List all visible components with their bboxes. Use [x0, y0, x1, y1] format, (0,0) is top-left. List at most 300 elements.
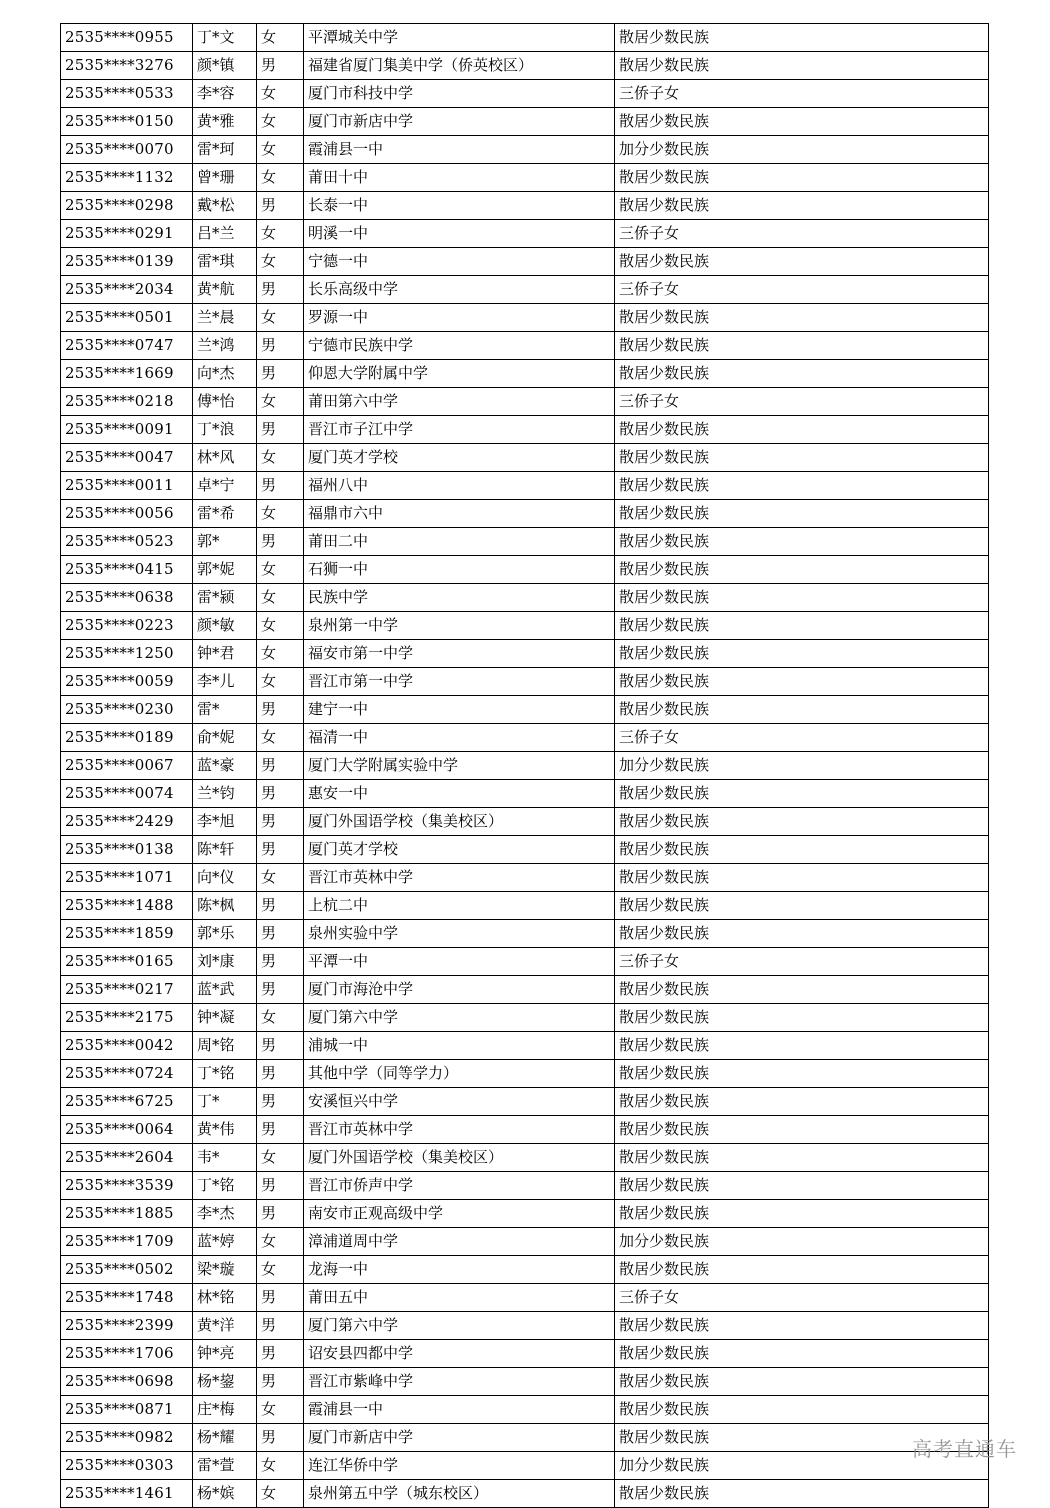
name-cell: 钟*亮 — [193, 1340, 257, 1368]
school-cell: 厦门第六中学 — [304, 1312, 615, 1340]
table-row — [61, 1172, 989, 1200]
exam-id-cell: 2535****1488 — [61, 892, 193, 920]
gender-cell: 男 — [257, 892, 304, 920]
name-cell: 颜*镇 — [193, 52, 257, 80]
exam-id-cell: 2535****1071 — [61, 864, 193, 892]
exam-id-cell: 2535****0139 — [61, 248, 193, 276]
category-cell: 散居少数民族 — [615, 1032, 989, 1060]
gender-cell: 女 — [257, 220, 304, 248]
exam-id-cell: 2535****0218 — [61, 388, 193, 416]
table-row — [61, 1004, 989, 1032]
gender-cell: 男 — [257, 1172, 304, 1200]
name-cell: 李*容 — [193, 80, 257, 108]
category-cell: 散居少数民族 — [615, 192, 989, 220]
name-cell: 丁*铭 — [193, 1172, 257, 1200]
gender-cell: 女 — [257, 304, 304, 332]
table-row — [61, 836, 989, 864]
gender-cell: 女 — [257, 640, 304, 668]
school-cell: 南安市正观高级中学 — [304, 1200, 615, 1228]
name-cell: 雷*珂 — [193, 136, 257, 164]
table-row — [61, 1312, 989, 1340]
name-cell: 颜*敏 — [193, 612, 257, 640]
exam-id-cell: 2535****0189 — [61, 724, 193, 752]
school-cell: 民族中学 — [304, 584, 615, 612]
category-cell: 散居少数民族 — [615, 1256, 989, 1284]
table-row — [61, 360, 989, 388]
gender-cell: 女 — [257, 1452, 304, 1480]
category-cell: 加分少数民族 — [615, 752, 989, 780]
name-cell: 杨*嫔 — [193, 1480, 257, 1508]
gender-cell: 女 — [257, 724, 304, 752]
table-row — [61, 248, 989, 276]
name-cell: 丁*铭 — [193, 1060, 257, 1088]
name-cell: 曾*珊 — [193, 164, 257, 192]
table-row — [61, 780, 989, 808]
exam-id-cell: 2535****3539 — [61, 1172, 193, 1200]
category-cell: 散居少数民族 — [615, 472, 989, 500]
school-cell: 建宁一中 — [304, 696, 615, 724]
exam-id-cell: 2535****2429 — [61, 808, 193, 836]
school-cell: 晋江市英林中学 — [304, 864, 615, 892]
category-cell: 散居少数民族 — [615, 1060, 989, 1088]
exam-id-cell: 2535****0011 — [61, 472, 193, 500]
category-cell: 散居少数民族 — [615, 584, 989, 612]
table-row — [61, 1032, 989, 1060]
gender-cell: 女 — [257, 500, 304, 528]
category-cell: 散居少数民族 — [615, 108, 989, 136]
school-cell: 晋江市侨声中学 — [304, 1172, 615, 1200]
name-cell: 兰*晨 — [193, 304, 257, 332]
school-cell: 其他中学（同等学力） — [304, 1060, 615, 1088]
school-cell: 石狮一中 — [304, 556, 615, 584]
gender-cell: 男 — [257, 1312, 304, 1340]
name-cell: 郭* — [193, 528, 257, 556]
name-cell: 郭*乐 — [193, 920, 257, 948]
gender-cell: 男 — [257, 1284, 304, 1312]
category-cell: 散居少数民族 — [615, 1480, 989, 1508]
name-cell: 杨*鋆 — [193, 1368, 257, 1396]
category-cell: 散居少数民族 — [615, 668, 989, 696]
table-body — [61, 24, 989, 1508]
school-cell: 泉州第一中学 — [304, 612, 615, 640]
category-cell: 散居少数民族 — [615, 808, 989, 836]
school-cell: 福清一中 — [304, 724, 615, 752]
name-cell: 庄*梅 — [193, 1396, 257, 1424]
school-cell: 龙海一中 — [304, 1256, 615, 1284]
table-row — [61, 164, 989, 192]
table-row — [61, 1452, 989, 1480]
name-cell: 林*铭 — [193, 1284, 257, 1312]
exam-id-cell: 2535****0291 — [61, 220, 193, 248]
school-cell: 上杭二中 — [304, 892, 615, 920]
category-cell: 三侨子女 — [615, 948, 989, 976]
category-cell: 散居少数民族 — [615, 416, 989, 444]
table-row — [61, 976, 989, 1004]
category-cell: 三侨子女 — [615, 80, 989, 108]
gender-cell: 男 — [257, 976, 304, 1004]
category-cell: 散居少数民族 — [615, 1396, 989, 1424]
school-cell: 明溪一中 — [304, 220, 615, 248]
table-row — [61, 80, 989, 108]
name-cell: 雷*琪 — [193, 248, 257, 276]
gender-cell: 男 — [257, 416, 304, 444]
exam-id-cell: 2535****0138 — [61, 836, 193, 864]
school-cell: 晋江市英林中学 — [304, 1116, 615, 1144]
name-cell: 杨*耀 — [193, 1424, 257, 1452]
school-cell: 福建省厦门集美中学（侨英校区） — [304, 52, 615, 80]
exam-id-cell: 2535****0067 — [61, 752, 193, 780]
gender-cell: 男 — [257, 808, 304, 836]
gender-cell: 男 — [257, 528, 304, 556]
gender-cell: 男 — [257, 1116, 304, 1144]
table-row — [61, 948, 989, 976]
school-cell: 福鼎市六中 — [304, 500, 615, 528]
school-cell: 惠安一中 — [304, 780, 615, 808]
gender-cell: 女 — [257, 1480, 304, 1508]
gender-cell: 女 — [257, 1396, 304, 1424]
gender-cell: 女 — [257, 24, 304, 52]
table-row — [61, 808, 989, 836]
gender-cell: 男 — [257, 472, 304, 500]
table-row — [61, 1060, 989, 1088]
table-row — [61, 920, 989, 948]
category-cell: 三侨子女 — [615, 724, 989, 752]
school-cell: 长乐高级中学 — [304, 276, 615, 304]
name-cell: 雷*希 — [193, 500, 257, 528]
category-cell: 散居少数民族 — [615, 836, 989, 864]
exam-id-cell: 2535****0064 — [61, 1116, 193, 1144]
school-cell: 宁德一中 — [304, 248, 615, 276]
exam-id-cell: 2535****2604 — [61, 1144, 193, 1172]
category-cell: 散居少数民族 — [615, 1172, 989, 1200]
category-cell: 散居少数民族 — [615, 1200, 989, 1228]
school-cell: 厦门外国语学校（集美校区） — [304, 1144, 615, 1172]
category-cell: 加分少数民族 — [615, 1452, 989, 1480]
table-row — [61, 864, 989, 892]
table-row — [61, 892, 989, 920]
table-row — [61, 1368, 989, 1396]
gender-cell: 女 — [257, 668, 304, 696]
name-cell: 李*儿 — [193, 668, 257, 696]
category-cell: 散居少数民族 — [615, 24, 989, 52]
gender-cell: 女 — [257, 108, 304, 136]
exam-id-cell: 2535****1709 — [61, 1228, 193, 1256]
gender-cell: 女 — [257, 556, 304, 584]
name-cell: 黄*洋 — [193, 1312, 257, 1340]
table-row — [61, 724, 989, 752]
category-cell: 散居少数民族 — [615, 304, 989, 332]
exam-id-cell: 2535****0165 — [61, 948, 193, 976]
table-row — [61, 640, 989, 668]
name-cell: 陈*轩 — [193, 836, 257, 864]
name-cell: 郭*妮 — [193, 556, 257, 584]
school-cell: 连江华侨中学 — [304, 1452, 615, 1480]
gender-cell: 男 — [257, 332, 304, 360]
exam-id-cell: 2535****0501 — [61, 304, 193, 332]
gender-cell: 男 — [257, 192, 304, 220]
category-cell: 散居少数民族 — [615, 332, 989, 360]
gender-cell: 男 — [257, 780, 304, 808]
school-cell: 莆田十中 — [304, 164, 615, 192]
gender-cell: 男 — [257, 1424, 304, 1452]
exam-id-cell: 2535****2175 — [61, 1004, 193, 1032]
exam-id-cell: 2535****0230 — [61, 696, 193, 724]
exam-id-cell: 2535****0070 — [61, 136, 193, 164]
exam-id-cell: 2535****0223 — [61, 612, 193, 640]
school-cell: 平潭城关中学 — [304, 24, 615, 52]
gender-cell: 男 — [257, 1032, 304, 1060]
gender-cell: 女 — [257, 388, 304, 416]
category-cell: 散居少数民族 — [615, 780, 989, 808]
gender-cell: 女 — [257, 864, 304, 892]
category-cell: 三侨子女 — [615, 1284, 989, 1312]
school-cell: 泉州第五中学（城东校区） — [304, 1480, 615, 1508]
school-cell: 罗源一中 — [304, 304, 615, 332]
school-cell: 厦门市海沧中学 — [304, 976, 615, 1004]
name-cell: 蓝*豪 — [193, 752, 257, 780]
table-row — [61, 612, 989, 640]
gender-cell: 女 — [257, 1004, 304, 1032]
school-cell: 厦门大学附属实验中学 — [304, 752, 615, 780]
school-cell: 仰恩大学附属中学 — [304, 360, 615, 388]
table-row — [61, 1480, 989, 1508]
exam-id-cell: 2535****0074 — [61, 780, 193, 808]
exam-id-cell: 2535****0982 — [61, 1424, 193, 1452]
exam-id-cell: 2535****0150 — [61, 108, 193, 136]
name-cell: 钟*凝 — [193, 1004, 257, 1032]
exam-id-cell: 2535****0533 — [61, 80, 193, 108]
gender-cell: 男 — [257, 696, 304, 724]
category-cell: 散居少数民族 — [615, 1424, 989, 1452]
table-row — [61, 1228, 989, 1256]
category-cell: 加分少数民族 — [615, 1228, 989, 1256]
exam-id-cell: 2535****1250 — [61, 640, 193, 668]
category-cell: 散居少数民族 — [615, 1368, 989, 1396]
student-list-table — [60, 23, 989, 1508]
school-cell: 漳浦道周中学 — [304, 1228, 615, 1256]
school-cell: 厦门市科技中学 — [304, 80, 615, 108]
school-cell: 厦门英才学校 — [304, 444, 615, 472]
exam-id-cell: 2535****0059 — [61, 668, 193, 696]
exam-id-cell: 2535****1461 — [61, 1480, 193, 1508]
name-cell: 蓝*武 — [193, 976, 257, 1004]
category-cell: 散居少数民族 — [615, 892, 989, 920]
school-cell: 莆田五中 — [304, 1284, 615, 1312]
table-row — [61, 136, 989, 164]
gender-cell: 女 — [257, 1144, 304, 1172]
table-row — [61, 52, 989, 80]
gender-cell: 女 — [257, 1228, 304, 1256]
name-cell: 梁*璇 — [193, 1256, 257, 1284]
exam-id-cell: 2535****0871 — [61, 1396, 193, 1424]
gender-cell: 男 — [257, 1200, 304, 1228]
category-cell: 散居少数民族 — [615, 52, 989, 80]
gender-cell: 男 — [257, 1368, 304, 1396]
gender-cell: 男 — [257, 920, 304, 948]
table-row — [61, 444, 989, 472]
gender-cell: 男 — [257, 1340, 304, 1368]
category-cell: 散居少数民族 — [615, 1004, 989, 1032]
table-row — [61, 500, 989, 528]
category-cell: 散居少数民族 — [615, 1340, 989, 1368]
exam-id-cell: 2535****0056 — [61, 500, 193, 528]
gender-cell: 女 — [257, 584, 304, 612]
name-cell: 傅*怡 — [193, 388, 257, 416]
school-cell: 厦门市新店中学 — [304, 108, 615, 136]
category-cell: 散居少数民族 — [615, 248, 989, 276]
table-row — [61, 1340, 989, 1368]
table-row — [61, 528, 989, 556]
school-cell: 福安市第一中学 — [304, 640, 615, 668]
exam-id-cell: 2535****0724 — [61, 1060, 193, 1088]
gender-cell: 男 — [257, 1060, 304, 1088]
school-cell: 厦门英才学校 — [304, 836, 615, 864]
name-cell: 陈*枫 — [193, 892, 257, 920]
gender-cell: 女 — [257, 1256, 304, 1284]
school-cell: 泉州实验中学 — [304, 920, 615, 948]
name-cell: 丁* — [193, 1088, 257, 1116]
table-row — [61, 388, 989, 416]
name-cell: 雷*颍 — [193, 584, 257, 612]
table-row — [61, 1088, 989, 1116]
category-cell: 散居少数民族 — [615, 556, 989, 584]
category-cell: 三侨子女 — [615, 276, 989, 304]
exam-id-cell: 2535****6725 — [61, 1088, 193, 1116]
name-cell: 韦* — [193, 1144, 257, 1172]
gender-cell: 女 — [257, 136, 304, 164]
category-cell: 散居少数民族 — [615, 1144, 989, 1172]
table-row — [61, 276, 989, 304]
exam-id-cell: 2535****0042 — [61, 1032, 193, 1060]
name-cell: 兰*鸿 — [193, 332, 257, 360]
exam-id-cell: 2535****0698 — [61, 1368, 193, 1396]
exam-id-cell: 2535****0955 — [61, 24, 193, 52]
watermark-text: 高考直通车 — [912, 1437, 1017, 1461]
exam-id-cell: 2535****2399 — [61, 1312, 193, 1340]
gender-cell: 女 — [257, 248, 304, 276]
name-cell: 周*铭 — [193, 1032, 257, 1060]
table-row — [61, 192, 989, 220]
category-cell: 散居少数民族 — [615, 1116, 989, 1144]
table-row — [61, 1200, 989, 1228]
name-cell: 俞*妮 — [193, 724, 257, 752]
gender-cell: 男 — [257, 948, 304, 976]
table-row — [61, 332, 989, 360]
gender-cell: 男 — [257, 360, 304, 388]
exam-id-cell: 2535****1706 — [61, 1340, 193, 1368]
gender-cell: 男 — [257, 276, 304, 304]
gender-cell: 男 — [257, 752, 304, 780]
name-cell: 戴*松 — [193, 192, 257, 220]
exam-id-cell: 2535****0217 — [61, 976, 193, 1004]
school-cell: 福州八中 — [304, 472, 615, 500]
category-cell: 散居少数民族 — [615, 696, 989, 724]
school-cell: 平潭一中 — [304, 948, 615, 976]
table-row — [61, 304, 989, 332]
category-cell: 散居少数民族 — [615, 612, 989, 640]
exam-id-cell: 2535****0523 — [61, 528, 193, 556]
school-cell: 晋江市紫峰中学 — [304, 1368, 615, 1396]
table-row — [61, 1144, 989, 1172]
category-cell: 加分少数民族 — [615, 136, 989, 164]
gender-cell: 女 — [257, 612, 304, 640]
school-cell: 霞浦县一中 — [304, 136, 615, 164]
name-cell: 蓝*婷 — [193, 1228, 257, 1256]
exam-id-cell: 2535****1748 — [61, 1284, 193, 1312]
category-cell: 散居少数民族 — [615, 640, 989, 668]
school-cell: 厦门第六中学 — [304, 1004, 615, 1032]
exam-id-cell: 2535****1859 — [61, 920, 193, 948]
name-cell: 卓*宁 — [193, 472, 257, 500]
gender-cell: 男 — [257, 1088, 304, 1116]
table-row — [61, 472, 989, 500]
school-cell: 霞浦县一中 — [304, 1396, 615, 1424]
table-row — [61, 1424, 989, 1452]
name-cell: 吕*兰 — [193, 220, 257, 248]
school-cell: 晋江市第一中学 — [304, 668, 615, 696]
category-cell: 散居少数民族 — [615, 500, 989, 528]
table-row — [61, 24, 989, 52]
name-cell: 李*杰 — [193, 1200, 257, 1228]
school-cell: 安溪恒兴中学 — [304, 1088, 615, 1116]
gender-cell: 女 — [257, 444, 304, 472]
name-cell: 黄*雅 — [193, 108, 257, 136]
category-cell: 三侨子女 — [615, 388, 989, 416]
table-row — [61, 1116, 989, 1144]
category-cell: 散居少数民族 — [615, 1312, 989, 1340]
category-cell: 散居少数民族 — [615, 528, 989, 556]
school-cell: 厦门外国语学校（集美校区） — [304, 808, 615, 836]
gender-cell: 男 — [257, 836, 304, 864]
school-cell: 宁德市民族中学 — [304, 332, 615, 360]
name-cell: 李*旭 — [193, 808, 257, 836]
exam-id-cell: 2535****0303 — [61, 1452, 193, 1480]
name-cell: 兰*钧 — [193, 780, 257, 808]
name-cell: 黄*航 — [193, 276, 257, 304]
exam-id-cell: 2535****0091 — [61, 416, 193, 444]
exam-id-cell: 2535****1669 — [61, 360, 193, 388]
category-cell: 散居少数民族 — [615, 444, 989, 472]
exam-id-cell: 2535****0502 — [61, 1256, 193, 1284]
exam-id-cell: 2535****0047 — [61, 444, 193, 472]
category-cell: 散居少数民族 — [615, 1088, 989, 1116]
table-row — [61, 416, 989, 444]
exam-id-cell: 2535****1885 — [61, 1200, 193, 1228]
name-cell: 雷*萱 — [193, 1452, 257, 1480]
name-cell: 向*杰 — [193, 360, 257, 388]
name-cell: 刘*康 — [193, 948, 257, 976]
exam-id-cell: 2535****3276 — [61, 52, 193, 80]
table-row — [61, 584, 989, 612]
exam-id-cell: 2535****0298 — [61, 192, 193, 220]
gender-cell: 女 — [257, 164, 304, 192]
school-cell: 诏安县四都中学 — [304, 1340, 615, 1368]
name-cell: 丁*文 — [193, 24, 257, 52]
category-cell: 散居少数民族 — [615, 864, 989, 892]
category-cell: 三侨子女 — [615, 220, 989, 248]
table-row — [61, 1284, 989, 1312]
name-cell: 丁*浪 — [193, 416, 257, 444]
table-row — [61, 696, 989, 724]
category-cell: 散居少数民族 — [615, 360, 989, 388]
exam-id-cell: 2535****0747 — [61, 332, 193, 360]
category-cell: 散居少数民族 — [615, 164, 989, 192]
school-cell: 长泰一中 — [304, 192, 615, 220]
table-row — [61, 1396, 989, 1424]
exam-id-cell: 2535****0415 — [61, 556, 193, 584]
category-cell: 散居少数民族 — [615, 920, 989, 948]
table-row — [61, 1256, 989, 1284]
